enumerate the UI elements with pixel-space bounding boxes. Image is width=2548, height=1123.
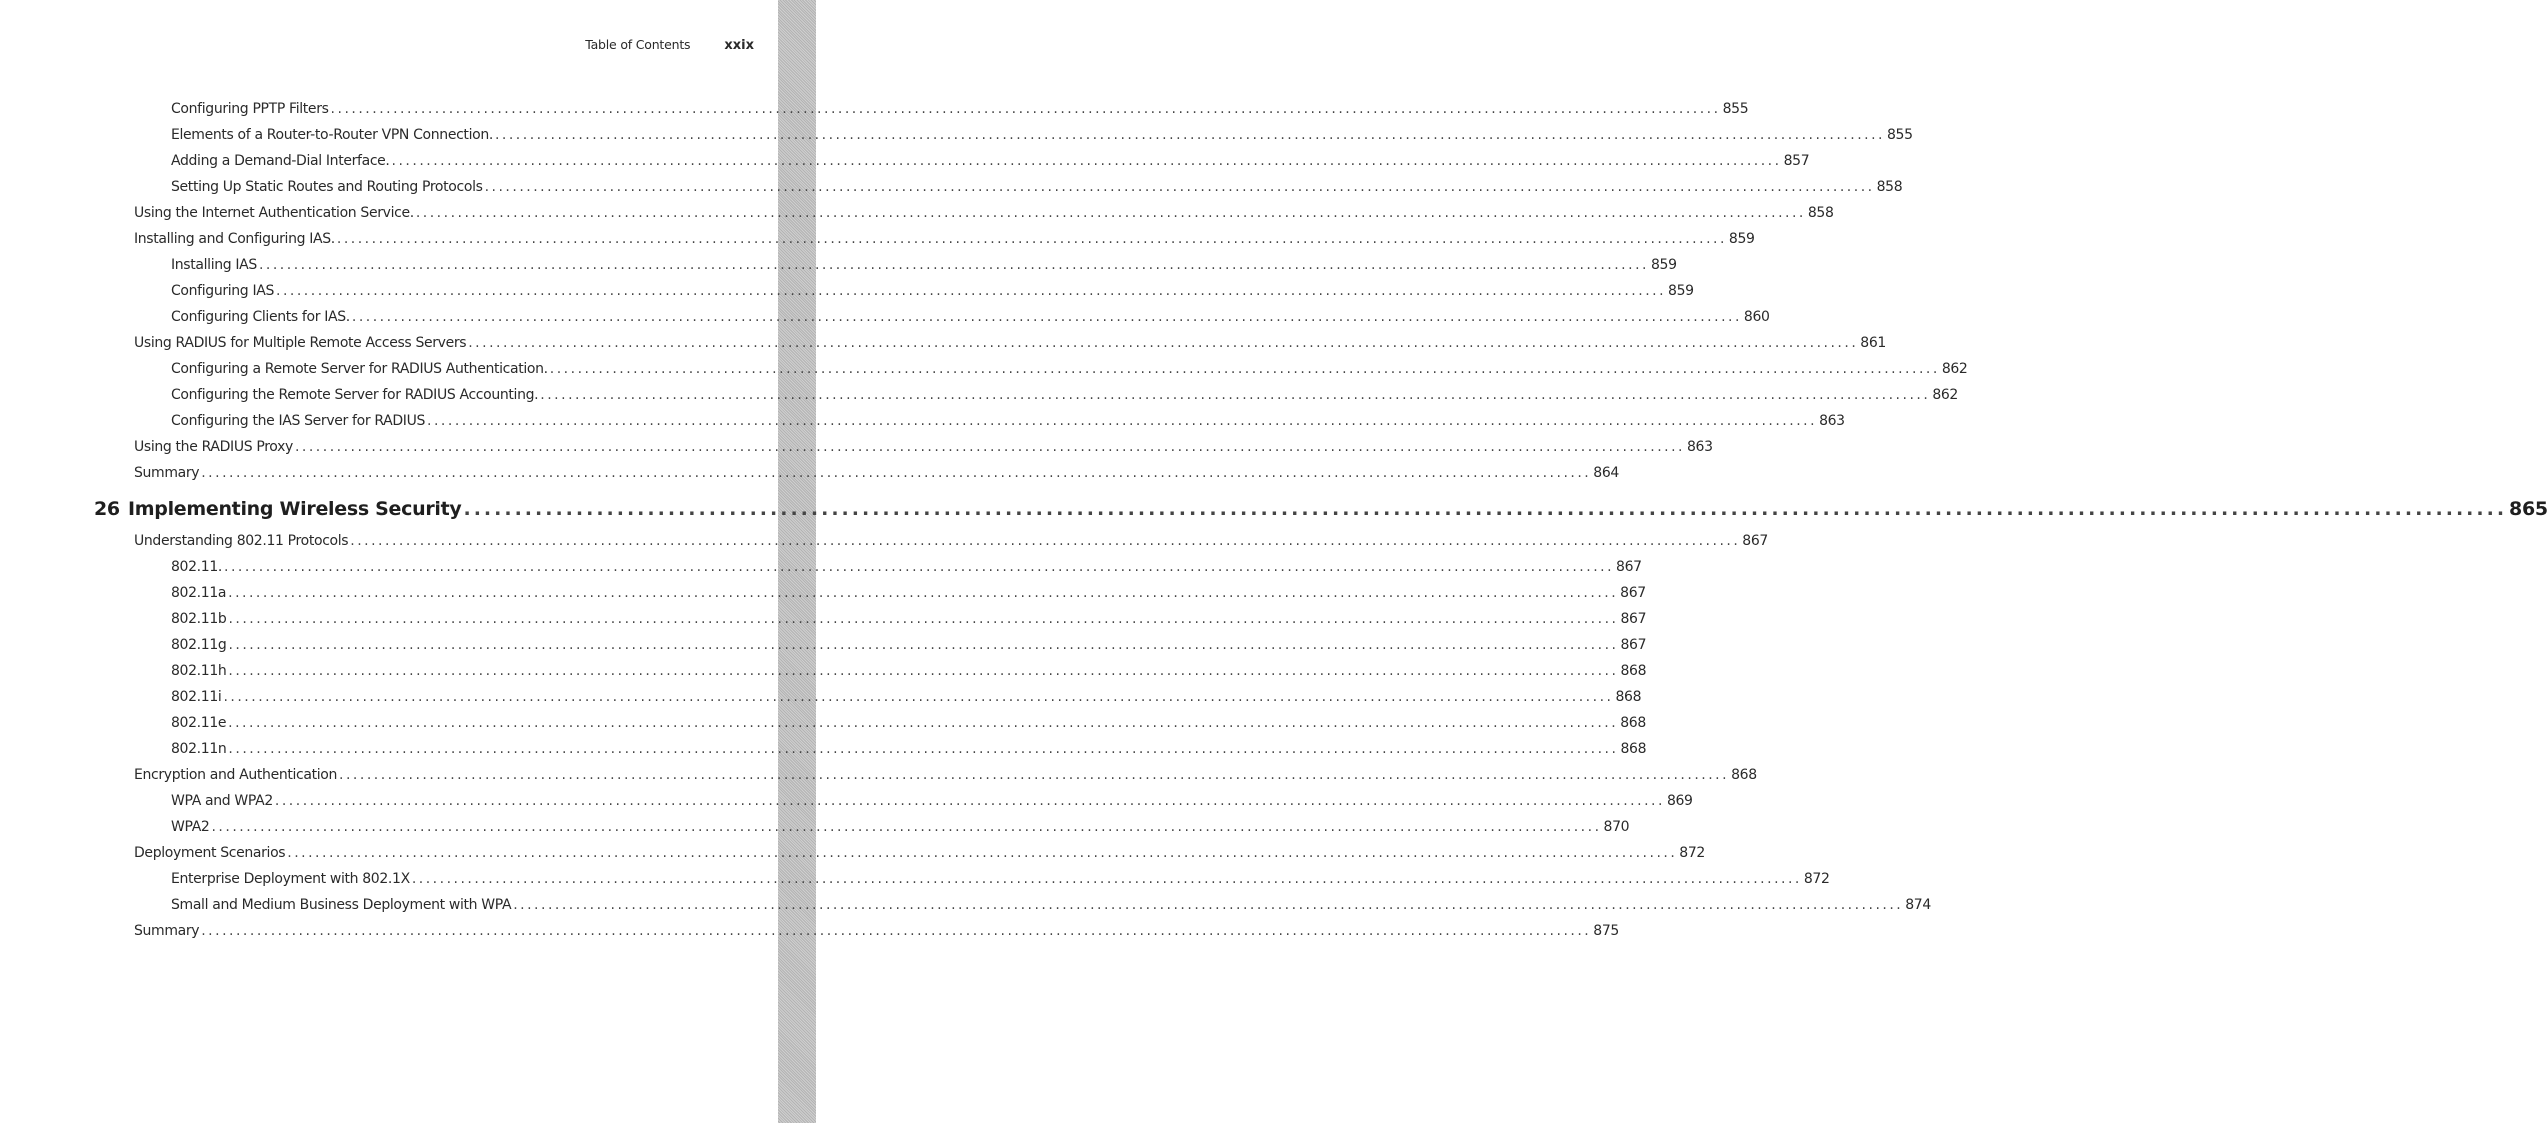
entry-title: Using RADIUS for Multiple Remote Access Servers (134, 335, 467, 351)
dot-leader: ........................................................................................................................................................................................................ (228, 637, 1619, 653)
entry-title: Using the RADIUS Proxy (134, 439, 293, 455)
dot-leader: ........................................................................................................................................................................................................ (494, 127, 1885, 143)
entry-page: 862 (1932, 387, 1958, 403)
toc-section-entry[interactable] (0, 920, 1619, 946)
entry-title: Configuring the Remote Server for RADIUS Accounting. (171, 387, 539, 403)
entry-title: Configuring Clients for IAS. (171, 309, 350, 325)
entry-title: Using the Internet Authentication Service. (134, 205, 414, 221)
entry-page: 868 (1731, 767, 1757, 783)
entry-page: 867 (1620, 611, 1647, 627)
dot-leader: ........................................................................................................................................................................................................ (294, 439, 1685, 455)
dot-leader: ........................................................................................................................................................................................................ (228, 663, 1619, 679)
entry-page: 872 (1803, 871, 1830, 887)
toc-subsection-entry[interactable] (0, 306, 1770, 332)
entry-page: 874 (1905, 897, 1931, 913)
toc-subsection-entry[interactable] (0, 738, 1647, 764)
header-page-number: xxix (724, 38, 754, 53)
toc-subsection-entry[interactable] (0, 280, 1694, 306)
entry-title: Enterprise Deployment with 802.1X (171, 871, 410, 887)
chapter-number: 26 (94, 498, 120, 520)
toc-subsection-entry[interactable] (0, 816, 1630, 842)
dot-leader: ........................................................................................................................................................................................................ (336, 231, 1727, 247)
dot-leader: ........................................................................................................................................................................................................ (351, 309, 1742, 325)
entry-page: 870 (1603, 819, 1630, 835)
entry-title: Deployment Scenarios (134, 845, 286, 861)
entry-page: 859 (1728, 231, 1755, 247)
entry-page: 859 (1650, 257, 1677, 273)
entry-title: Summary (134, 465, 200, 481)
entry-page: 858 (1876, 179, 1903, 195)
entry-page: 864 (1593, 465, 1619, 481)
dot-leader: ........................................................................................................................................................................................................ (350, 533, 1741, 549)
entry-title: Elements of a Router-to-Router VPN Connection. (171, 127, 493, 143)
dot-leader: ........................................................................................................................................................................................................ (223, 689, 1614, 705)
toc-subsection-entry[interactable] (0, 660, 1647, 686)
entry-title: Encryption and Authentication (134, 767, 338, 783)
entry-page: 861 (1860, 335, 1886, 351)
toc-section-entry[interactable] (0, 842, 1705, 868)
toc-section-entry[interactable] (0, 228, 1755, 254)
entry-title: Understanding 802.11 Protocols (134, 533, 349, 549)
toc-subsection-entry[interactable] (0, 384, 1958, 410)
toc-section-entry[interactable] (0, 436, 1713, 462)
entry-page: 868 (1620, 715, 1646, 731)
entry-title: 802.11n (171, 741, 227, 757)
dot-leader: ........................................................................................................................................................................................................ (463, 498, 2508, 520)
table-of-contents (0, 98, 2548, 946)
entry-title: 802.11a (171, 585, 227, 601)
dot-leader: ........................................................................................................................................................................................................ (228, 741, 1619, 757)
entry-page: 867 (1742, 533, 1768, 549)
entry-page: 859 (1668, 283, 1694, 299)
toc-section-entry[interactable] (0, 462, 1619, 488)
dot-leader: ........................................................................................................................................................................................................ (549, 361, 1940, 377)
dot-leader: ........................................................................................................................................................................................................ (427, 413, 1818, 429)
toc-subsection-entry[interactable] (0, 582, 1646, 608)
running-header (560, 37, 754, 53)
toc-section-entry[interactable] (0, 530, 1768, 556)
entry-title: 802.11b (171, 611, 227, 627)
dot-leader: ........................................................................................................................................................................................................ (330, 101, 1721, 117)
toc-subsection-entry[interactable] (0, 254, 1677, 280)
toc-entries-before (0, 98, 1968, 488)
entry-title: Installing and Configuring IAS. (134, 231, 335, 247)
toc-subsection-entry[interactable] (0, 150, 1810, 176)
toc-subsection-entry[interactable] (0, 790, 1693, 816)
entry-title: Configuring PPTP Filters (171, 101, 329, 117)
dot-leader: ........................................................................................................................................................................................................ (211, 819, 1602, 835)
toc-subsection-entry[interactable] (0, 176, 1903, 202)
toc-chapter-entry[interactable] (0, 488, 2548, 530)
toc-subsection-entry[interactable] (0, 686, 1642, 712)
entry-title: Configuring a Remote Server for RADIUS Authentication. (171, 361, 548, 377)
entry-page: 868 (1615, 689, 1642, 705)
toc-subsection-entry[interactable] (0, 608, 1647, 634)
entry-title: WPA and WPA2 (171, 793, 273, 809)
entry-title: 802.11h (171, 663, 227, 679)
entry-page: 862 (1941, 361, 1968, 377)
dot-leader: ........................................................................................................................................................................................................ (513, 897, 1904, 913)
dot-leader: ........................................................................................................................................................................................................ (339, 767, 1730, 783)
entry-page: 875 (1593, 923, 1619, 939)
chapter-page: 865 (2509, 498, 2548, 520)
entry-page: 869 (1666, 793, 1693, 809)
entry-title: 802.11g (171, 637, 227, 653)
toc-subsection-entry[interactable] (0, 98, 1749, 124)
entry-page: 867 (1616, 559, 1642, 575)
dot-leader: ........................................................................................................................................................................................................ (224, 559, 1615, 575)
entry-title: 802.11. (171, 559, 222, 575)
entry-title: Installing IAS (171, 257, 257, 273)
toc-subsection-entry[interactable] (0, 894, 1931, 920)
dot-leader: ........................................................................................................................................................................................................ (258, 257, 1649, 273)
entry-title: WPA2 (171, 819, 210, 835)
toc-subsection-entry[interactable] (0, 124, 1913, 150)
entry-page: 867 (1620, 585, 1646, 601)
toc-section-entry[interactable] (0, 332, 1886, 358)
dot-leader: ........................................................................................................................................................................................................ (201, 465, 1592, 481)
dot-leader: ........................................................................................................................................................................................................ (228, 715, 1619, 731)
dot-leader: ........................................................................................................................................................................................................ (468, 335, 1859, 351)
entry-title: Configuring IAS (171, 283, 274, 299)
header-section-title: Table of Contents (585, 37, 691, 52)
entry-page: 863 (1687, 439, 1713, 455)
toc-subsection-entry[interactable] (0, 358, 1968, 384)
entry-page: 860 (1743, 309, 1770, 325)
dot-leader: ........................................................................................................................................................................................................ (228, 585, 1619, 601)
entry-page: 855 (1887, 127, 1913, 143)
dot-leader: ........................................................................................................................................................................................................ (411, 871, 1802, 887)
dot-leader: ........................................................................................................................................................................................................ (201, 923, 1592, 939)
toc-section-entry[interactable] (0, 202, 1834, 228)
entry-title: Summary (134, 923, 200, 939)
entry-page: 863 (1819, 413, 1845, 429)
dot-leader: ........................................................................................................................................................................................................ (484, 179, 1875, 195)
dot-leader: ........................................................................................................................................................................................................ (415, 205, 1806, 221)
entry-title: Setting Up Static Routes and Routing Protocols (171, 179, 483, 195)
entry-page: 868 (1620, 741, 1647, 757)
entry-page: 868 (1620, 663, 1647, 679)
toc-subsection-entry[interactable] (0, 410, 1845, 436)
chapter-title: Implementing Wireless Security (128, 498, 462, 520)
entry-title: 802.11e (171, 715, 227, 731)
entry-title: Configuring the IAS Server for RADIUS (171, 413, 426, 429)
dot-leader: ........................................................................................................................................................................................................ (228, 611, 1619, 627)
entry-page: 857 (1783, 153, 1810, 169)
toc-subsection-entry[interactable] (0, 634, 1647, 660)
toc-section-entry[interactable] (0, 764, 1757, 790)
dot-leader: ........................................................................................................................................................................................................ (276, 283, 1667, 299)
entry-title: Adding a Demand-Dial Interface. (171, 153, 390, 169)
dot-leader: ........................................................................................................................................................................................................ (540, 387, 1931, 403)
toc-entries-after (0, 530, 1931, 946)
entry-page: 867 (1620, 637, 1647, 653)
entry-title: Small and Medium Business Deployment with WPA (171, 897, 512, 913)
dot-leader: ........................................................................................................................................................................................................ (391, 153, 1782, 169)
entry-page: 855 (1722, 101, 1749, 117)
toc-subsection-entry[interactable] (0, 556, 1642, 582)
entry-page: 872 (1679, 845, 1705, 861)
entry-page: 858 (1807, 205, 1834, 221)
toc-subsection-entry[interactable] (0, 712, 1646, 738)
dot-leader: ........................................................................................................................................................................................................ (274, 793, 1665, 809)
entry-title: 802.11i (171, 689, 222, 705)
dot-leader: ........................................................................................................................................................................................................ (287, 845, 1678, 861)
toc-subsection-entry[interactable] (0, 868, 1830, 894)
